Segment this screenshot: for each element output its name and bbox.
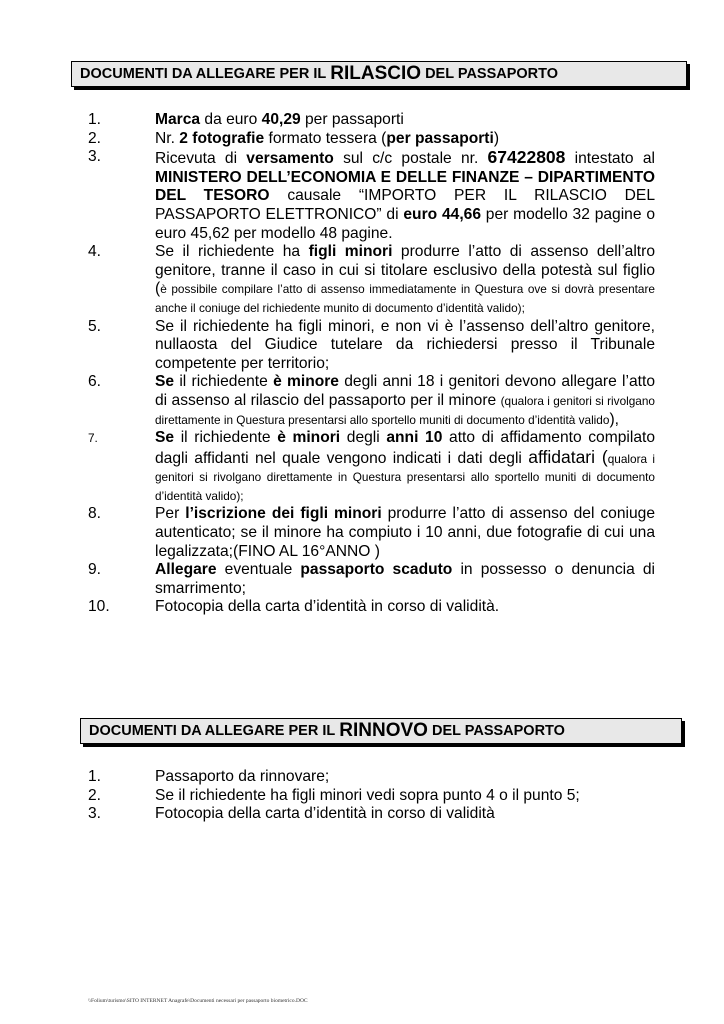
bold-text: anni 10 <box>386 429 443 447</box>
item-number: 1. <box>88 111 102 128</box>
item-text <box>155 373 655 429</box>
list-item <box>88 318 658 374</box>
bold-text: 2 fotografie <box>179 129 265 147</box>
item-number: 4. <box>88 243 102 261</box>
item-number: 5. <box>88 317 102 335</box>
item-text <box>155 111 655 130</box>
rilascio-list <box>88 111 658 617</box>
small-text: (qualora i genitori si rivolgano direttamente in Questura presentarsi allo sportello muniti di documento d’identità valido <box>155 393 655 427</box>
text: il richiedente <box>174 373 274 391</box>
list-item <box>88 373 658 429</box>
text: Se il richiedente ha <box>155 243 309 261</box>
text: eventuale <box>216 561 301 579</box>
item-number: 6. <box>88 373 102 391</box>
text: degli <box>340 429 387 447</box>
list-item <box>88 561 658 598</box>
rinnovo-heading <box>80 718 682 744</box>
bold-text: MINISTERO DELL’ECONOMIA E DELLE FINANZE – DIPARTIMENTO DEL TESORO <box>155 168 655 205</box>
text: per passaporti <box>300 111 404 128</box>
list-item <box>88 505 658 561</box>
rilascio-heading-key: RILASCIO <box>330 63 422 84</box>
item-number: 10. <box>88 598 110 616</box>
account-number: 67422808 <box>487 147 566 168</box>
item-number: 1. <box>88 768 102 785</box>
list-item <box>88 598 658 617</box>
item-number: 2. <box>88 129 102 147</box>
item-text <box>155 561 655 598</box>
text: intestato al <box>565 150 655 168</box>
bold-text: per passaporti <box>386 129 494 147</box>
rilascio-heading-post: DEL PASSAPORTO <box>425 66 559 82</box>
item-text: Se il richiedente ha figli minori vedi sopra punto 4 o il punto 5; <box>155 786 580 804</box>
list-item <box>88 429 658 505</box>
item-number: 2. <box>88 786 102 804</box>
list-item <box>88 805 658 824</box>
small-text: è possibile compilare l’atto di assenso immediatamente in Questura ove si dovrà presentare anche il coniuge del richiedente munito di documento d’identità valido); <box>155 282 655 315</box>
rilascio-heading <box>71 61 687 87</box>
item-text <box>155 148 655 243</box>
item-text: Fotocopia della carta d’identità in corso di validità <box>155 805 495 823</box>
text: Per <box>155 505 186 523</box>
list-item <box>88 243 658 317</box>
item-text <box>155 130 655 149</box>
rinnovo-heading-pre: DOCUMENTI DA ALLEGARE PER IL <box>89 723 336 739</box>
list-item <box>88 787 658 806</box>
list-item <box>88 148 658 243</box>
text: Nr. <box>155 129 180 147</box>
bold-text: è minori <box>277 429 341 447</box>
rinnovo-heading-post: DEL PASSAPORTO <box>431 723 565 739</box>
item-text <box>155 505 655 561</box>
text: produrre l’atto di assenso del coniuge autenticato; se il minore ha compiuto i 10 anni, due fotografie di cui una legalizzata;(FINO AL 16°ANNO ) <box>155 505 655 560</box>
bold-text: Se <box>155 429 175 447</box>
file-path-footer: \\Folium\turismo\SITO INTERNET Anagrafe\Documenti necessari per passaporto biometrico.DOC <box>88 998 308 1004</box>
text: sul c/c postale nr. <box>333 150 488 168</box>
item-number: 3. <box>88 148 102 166</box>
bold-text: 40,29 <box>261 111 301 128</box>
text: degli anni 18 i genitori devono allegare l’atto di assenso al rilascio del passaporto per il minore <box>155 373 655 409</box>
text: il richiedente <box>174 429 278 447</box>
bold-text: passaporto scaduto <box>300 561 453 579</box>
text: Ricevuta di <box>155 150 247 168</box>
item-text <box>155 243 655 317</box>
bold-text: euro 44,66 <box>403 205 481 223</box>
text: causale “IMPORTO PER IL RILASCIO DEL PASSAPORTO ELETTRONICO” di <box>155 187 655 223</box>
item-text: Fotocopia della carta d’identità in corso di validità. <box>155 598 500 616</box>
bold-text: figli minori <box>308 243 393 261</box>
text: ), <box>609 410 619 428</box>
list-item <box>88 768 658 787</box>
item-number: 9. <box>88 561 102 579</box>
large-text: affidatari ( <box>528 446 608 467</box>
item-number: 7. <box>88 431 98 446</box>
item-text <box>155 429 655 505</box>
bold-text: è minore <box>273 373 339 391</box>
rilascio-heading-pre: DOCUMENTI DA ALLEGARE PER IL <box>80 66 327 82</box>
bold-text: Allegare <box>155 561 217 579</box>
item-number: 3. <box>88 805 102 823</box>
text: per modello 32 pagine o euro 45,62 per modello 48 pagine. <box>155 205 655 242</box>
item-text: Se il richiedente ha figli minori, e non vi è l’assenso dell’altro genitore, nullaosta del Giudice tutelare da richiedersi presso il Tribunale competente per territorio; <box>155 317 655 372</box>
list-item <box>88 130 658 149</box>
item-number: 8. <box>88 505 102 523</box>
rinnovo-heading-key: RINNOVO <box>339 720 428 741</box>
small-text: qualora i genitori si rivolgano direttamente in Questura presentarsi allo sportello muniti di documento d’identità valido); <box>155 451 655 503</box>
list-item <box>88 111 658 130</box>
bold-text: Marca <box>155 111 201 128</box>
bold-text: l’iscrizione dei figli minori <box>185 505 382 523</box>
bold-text: versamento <box>246 150 334 168</box>
text: in possesso o denuncia di smarrimento; <box>155 561 655 597</box>
rinnovo-list <box>88 768 658 824</box>
text: da euro <box>200 111 262 128</box>
text: ) <box>493 129 500 147</box>
bold-text: Se <box>155 373 175 391</box>
text: atto di affidamento compilato dagli affidanti nel quale vengono indicati i dati degli <box>155 429 655 467</box>
item-text: Passaporto da rinnovare; <box>155 768 330 785</box>
text: formato tessera ( <box>264 129 387 147</box>
text: produrre l’atto di assenso dell’altro genitore, tranne il caso in cui si titolare esclusivo della potestà sul figlio ( <box>155 243 655 298</box>
